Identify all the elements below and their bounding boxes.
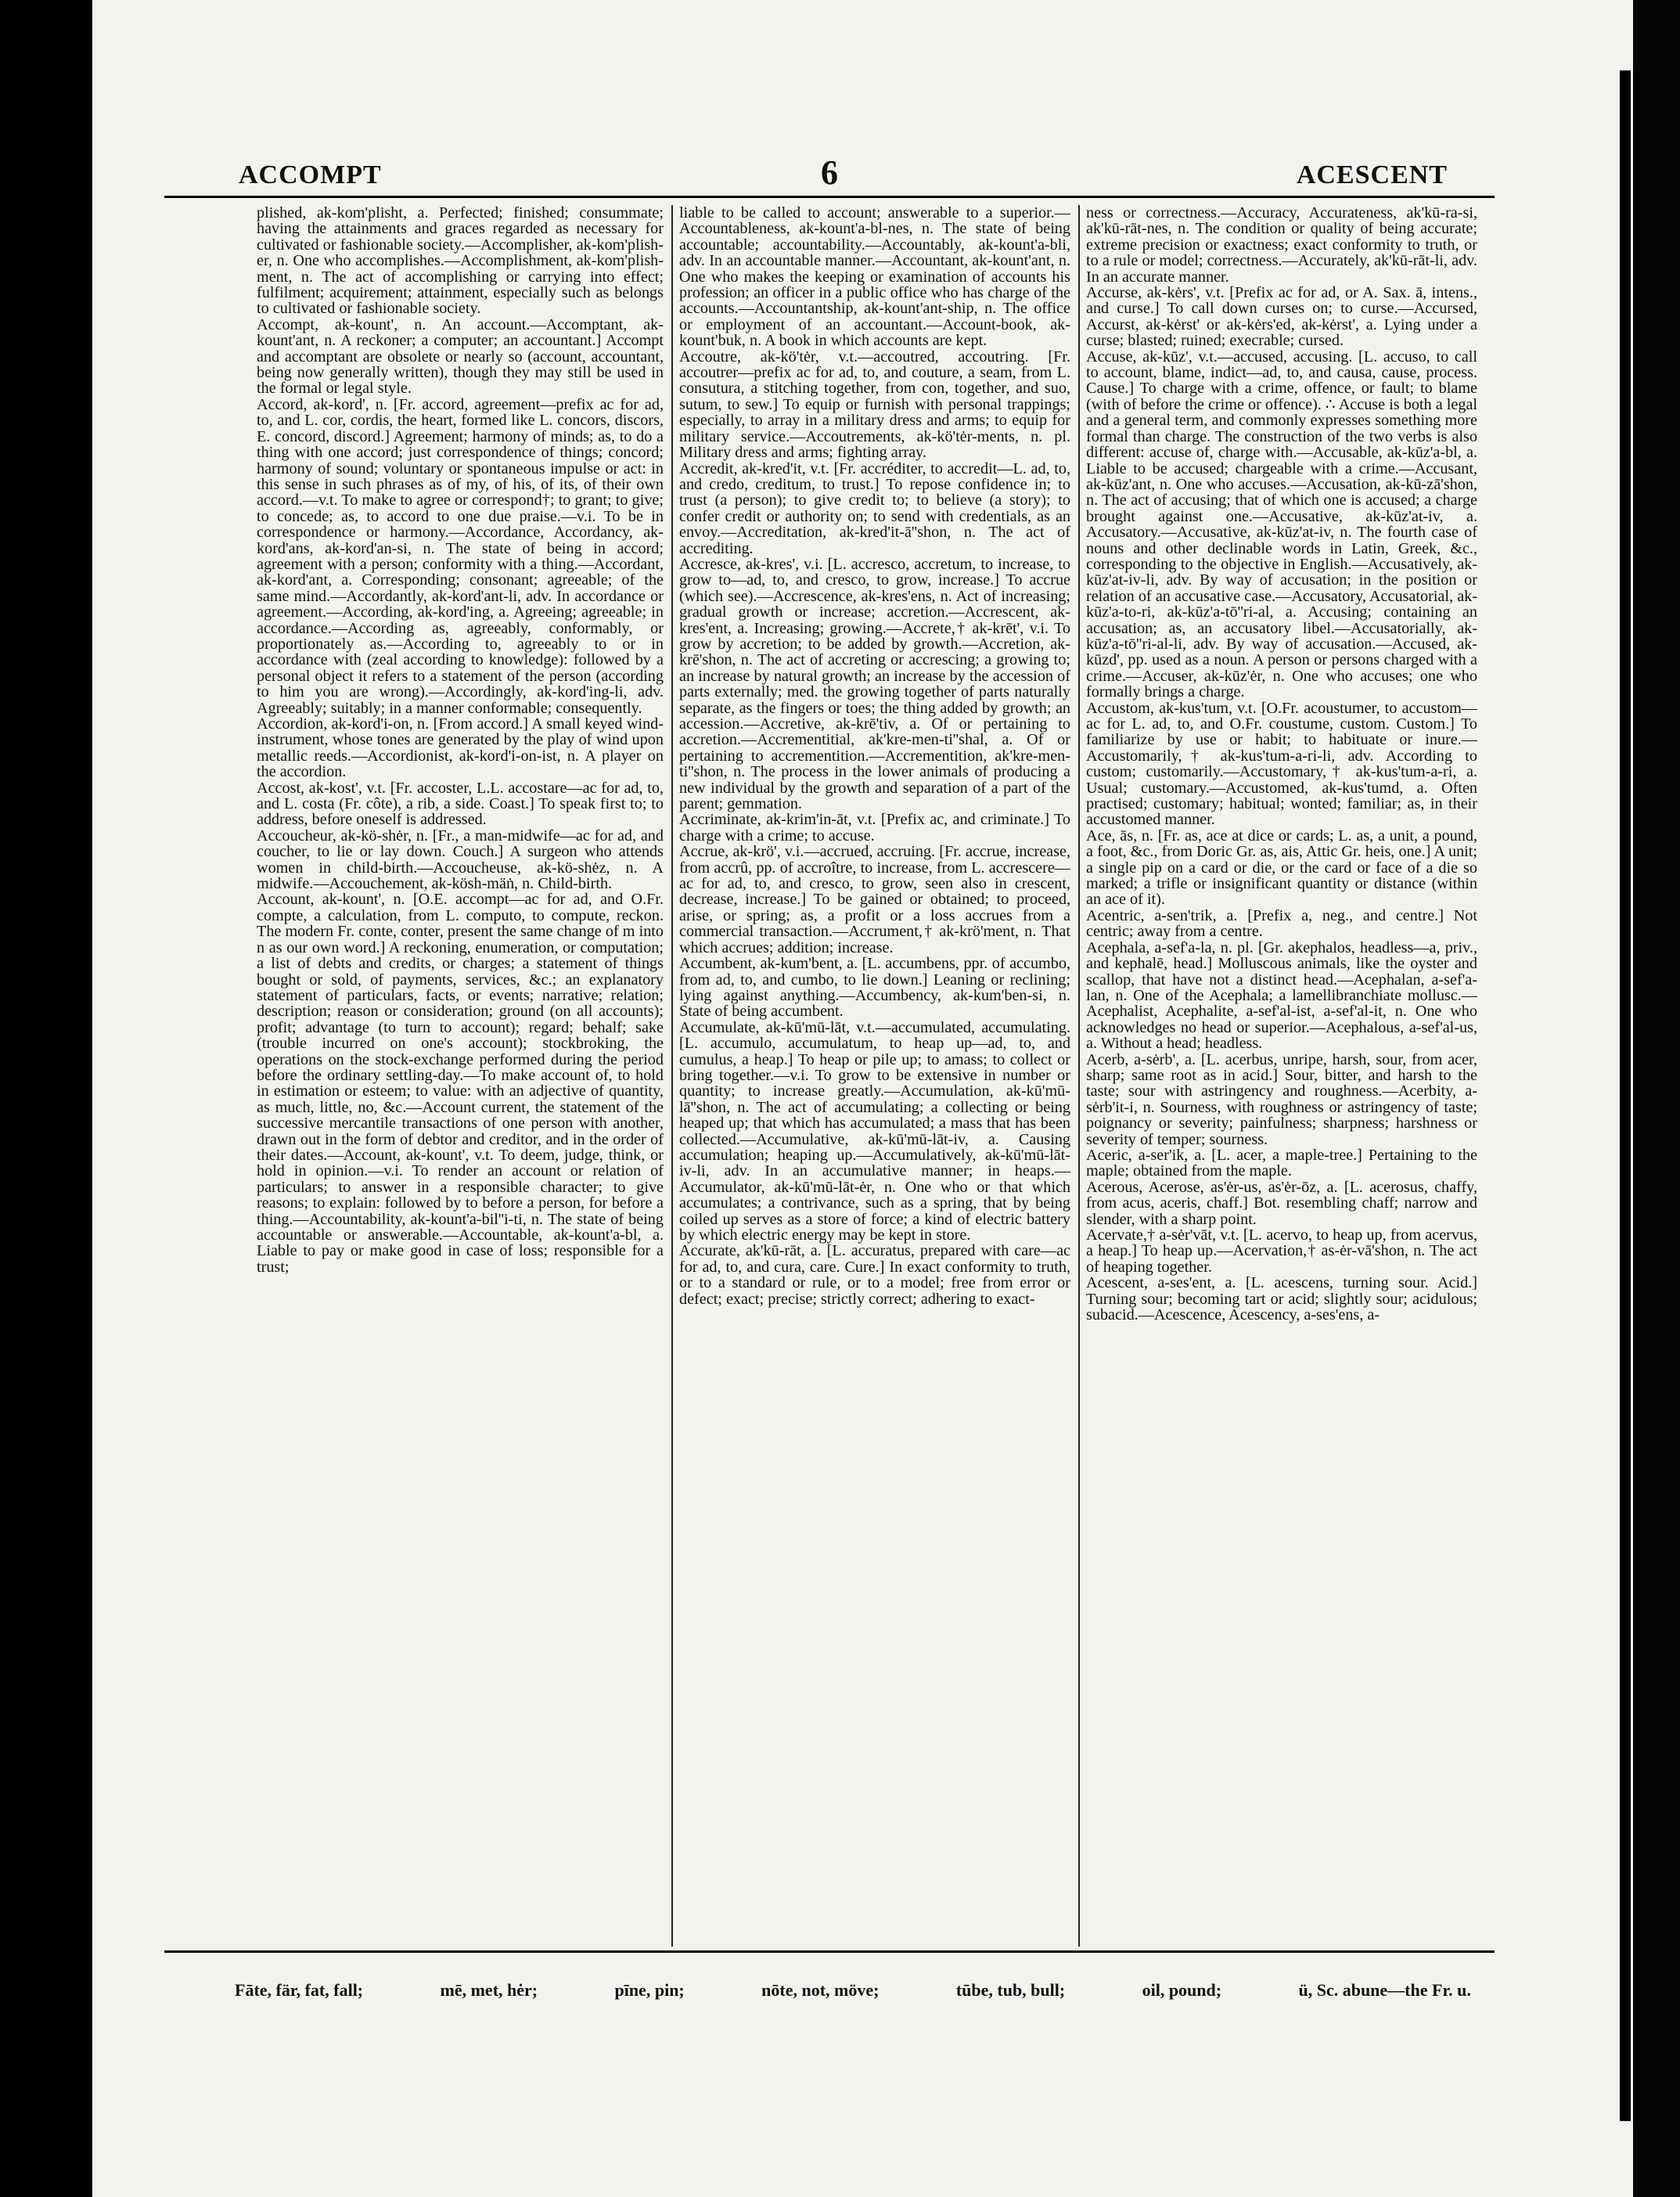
page-number: 6 [821,153,838,192]
entry-paragraph: Accoucheur, ak-kö-shėr, n. [Fr., a man-midwife—ac for ad, and coucher, to lie or lay down. Couch.] A surgeon who attends women in child-birth.—Accoucheuse, ak-kö-shėz, n. A midwife.—Accouchement, ak-kösh-mäṅ, n. Child-birth. [257,827,664,893]
pronunciation-key-item: mē, met, hėr; [440,1980,538,2000]
entry-paragraph: Accord, ak-kord', n. [Fr. accord, agreement—prefix ac for ad, to, and L. cor, cordis, the heart, formed like L. concors, discors, E. concord, discord.] Agreement; harmony of minds; as, to do a thing with one accord; just correspondence of things; concord; harmony of sound; voluntary or spontaneous impulse or act: in this sense in such phrases as of my, of his, of its, of their own accord.—v.t. To make to agree or correspond†; to grant; to give; to concede; as, to accord to one due praise.—v.i. To be in correspondence or harmony.—Accordance, Accordancy, ak-kord'ans, ak-kord'an-si, n. The state of being in accord; agreement with a person; conformity with a thing.—Accordant, ak-kord'ant, a. Corresponding; consonant; agreeable; of the same mind.—Accordantly, ak-kord'ant-li, adv. In accordance or agreement.—According, ak-kord'ing, a. Agreeing; agreeable; in accordance.—According as, agreeably, conformably, or proportionately as.—According to, agreeably to or in accordance with (zeal according to knowledge): followed by a personal object it refers to a statement of the person (according to him you are wrong).—Accordingly, ak-kord'ing-li, adv. Agreeably; suitably; in a manner conformable; consequently. [257,395,664,717]
text-column-3 [1086,205,1477,1947]
entry-paragraph: Accumbent, ak-kum'bent, a. [L. accumbens, ppr. of accumbo, from ad, to, and cumbo, to lie down.] Leaning or reclining; lying against anything.—Accumbency, ak-kum'ben-si, n. State of being accumbent. [679,955,1070,1021]
pronunciation-key-item: oil, pound; [1142,1980,1222,2000]
scan-left-edge [0,0,94,2197]
pronunciation-key-item: pīne, pin; [614,1980,685,2000]
entry-paragraph: Acerb, a-sėrb', a. [L. acerbus, unripe, harsh, sour, from acer, sharp; same root as in acid.] Sour, bitter, and harsh to the taste; sour with astringency and roughness.—Acerbity, a-sėrb'it-i, n. Sourness, with roughness or astringency of taste; poignancy or severity; painfulness; sharpness; harshness or severity of temper; sourness. [1086,1050,1477,1148]
entry-paragraph: Accriminate, ak-krim'in-āt, v.t. [Prefix ac, and criminate.] To charge with a crime; to accuse. [679,811,1070,845]
header-right-guideword: ACESCENT [1296,160,1448,189]
entry-paragraph: Accuse, ak-kūz', v.t.—accused, accusing. [L. accuso, to call to account, blame, indict—ad, to, and causa, cause, process. Cause.] To charge with a crime, offence, or fault; to blame (with of before the crime or offence). ∴ Accuse is both a legal and a general term, and commonly expresses something more formal than charge. The construction of the two verbs is also different: accuse of, charge with.—Accusable, ak-kūz'a-bl, a. Liable to be accused; chargeable with a crime.—Accusant, ak-kūz'ant, n. One who accuses.—Accusation, ak-kū-zā'shon, n. The act of accusing; that of which one is accused; a charge brought against one.—Accusative, ak-kūz'at-iv, a. Accusatory.—Accusative, ak-kūz'at-iv, n. The fourth case of nouns and other declinable words in Latin, Greek, &c., corresponding to the objective in English.—Accusatively, ak-kūz'at-iv-li, adv. By way of accusation; in the position or relation of an accusative case.—Accusatory, Accusatorial, ak-kūz'a-to-ri, ak-kūz'a-tō''ri-al, a. Accusing; containing an accusation; as, an accusatory libel.—Accusatorially, ak-kūz'a-tō''ri-al-li, adv. By way of accusation.—Accused, ak-kūzd', pp. used as a noun. A person or persons charged with a crime.—Accuser, ak-kūz'ėr, n. One who accuses; one who formally brings a charge. [1086,348,1477,701]
entry-paragraph: Acescent, a-ses'ent, a. [L. acescens, turning sour. Acid.] Turning sour; becoming tart or acid; slightly sour; acidulous; subacid.—Acescence, Acescency, a-ses'ens, a- [1086,1274,1477,1324]
entry-paragraph: ness or correctness.—Accuracy, Accurateness, ak'kū-ra-si, ak'kū-rāt-nes, n. The condition or quality of being accurate; extreme precision or exactness; exact conformity to truth, or to a rule or model; correctness.—Accurately, ak'kū-rāt-li, adv. In an accurate manner. [1086,205,1477,286]
entry-paragraph: Accordion, ak-kord'i-on, n. [From accord.] A small keyed wind-instrument, whose tones are generated by the play of wind upon metallic reeds.—Accordionist, ak-kord'i-on-ist, n. A player on the accordion. [257,715,664,781]
pronunciation-key [235,1980,1471,2001]
header-left-guideword: ACCOMPT [239,160,382,189]
header-rule [164,196,1495,198]
entry-paragraph: Accrue, ak-krö', v.i.—accrued, accruing. [Fr. accrue, increase, from accrû, pp. of accroître, to increase, from L. accrescere—ac for ad, to, and cresco, to grow, seen also in crescent, decrease, increase.] To be gained or obtained; to proceed, arise, or spring; as, a profit or a loss accrues from a commercial transaction.—Accrument,† ak-krö'ment, n. That which accrues; addition; increase. [679,843,1070,956]
text-column-1 [257,205,664,1947]
entry-paragraph: liable to be called to account; answerable to a superior.—Accountableness, ak-kount'a-bl-nes, n. The state of being accountable; accountability.—Accountably, ak-kount'a-bli, adv. In an accountable manner.—Accountant, ak-kount'ant, n. One who makes the keeping or examination of accounts his profession; an officer in a public office who has charge of the accounts.—Accountantship, ak-kount'ant-ship, n. The office or employment of an accountant.—Account-book, ak-kount'buk, n. A book in which accounts are kept. [679,205,1070,350]
entry-paragraph: Accurate, ak'kū-rāt, a. [L. accuratus, prepared with care—ac for ad, to, and cura, care. Cure.] In exact conformity to truth, or to a standard or rule, or to a model; free from error or defect; exact; precise; strictly correct; adhering to exact- [679,1242,1070,1308]
pronunciation-key-item: nōte, not, möve; [761,1980,880,2000]
pronunciation-key-item: Fāte, fär, fat, fall; [235,1980,364,2000]
entry-paragraph: Accredit, ak-kred'it, v.t. [Fr. accréditer, to accredit—L. ad, to, and credo, creditum, to trust.] To repose confidence in; to trust (a person); to give credit to; to believe (a story); to confer credit or authority on; to send with credentials, as an envoy.—Accreditation, ak-kred'it-ā''shon, n. The act of accrediting. [679,459,1070,557]
entry-paragraph: Aceric, a-ser'ik, a. [L. acer, a maple-tree.] Pertaining to the maple; obtained from the maple. [1086,1146,1477,1180]
footer-rule [164,1950,1495,1953]
entry-paragraph: Accompt, ak-kount', n. An account.—Accomptant, ak-kount'ant, n. A reckoner; a computer; an accountant.] Accompt and accomptant are obsolete or nearly so (account, accountant, being now generally written), though they may still be used in the formal or legal style. [257,315,664,398]
entry-paragraph: plished, ak-kom'plisht, a. Perfected; finished; consummate; having the attainments and graces regarded as necessary for cultivated or fashionable society.—Accomplisher, ak-kom'plish-er, n. One who accomplishes.—Accomplishment, ak-kom'plish-ment, n. The act of accomplishing or carrying into effect; fulfilment; acquirement; attainment, especially such as belongs to cultivated or fashionable society. [257,205,664,318]
pronunciation-key-item: tūbe, tub, bull; [955,1980,1066,2000]
scan-right-edge [1633,0,1680,2197]
entry-paragraph: Accresce, ak-kres', v.i. [L. accresco, accretum, to increase, to grow to—ad, to, and cresco, to grow, increase.] To accrue (which see).—Accrescence, ak-kres'ens, n. Act of increasing; gradual growth or increase; accretion.—Accrescent, ak-kres'ent, a. Increasing; growing.—Accrete,† ak-krēt', v.i. To grow by accretion; to be added by growth.—Accretion, ak-krē'shon, n. The act of accreting or accrescing; a growing to; an increase by natural growth; an increase by the accession of parts externally; med. the growing together of parts naturally separate, as the fingers or toes; the thing added by growth; an accession.—Accretive, ak-krē'tiv, a. Of or pertaining to accretion.—Accrementitial, ak'kre-men-ti''shal, a. Of or pertaining to accrementition.—Accrementition, ak'kre-men-ti''shon, n. The process in the lower animals of producing a new individual by the growth and separation of a part of the parent; gemmation. [679,555,1070,813]
column-divider [1078,205,1080,1947]
running-header [164,153,1495,200]
entry-paragraph: Accustom, ak-kus'tum, v.t. [O.Fr. acoustumer, to accustom—ac for L. ad, to, and O.Fr. coustume, custom. Custom.] To familiarize by use or habit; to habituate or inure.—Accustomarily,† ak-kus'tum-a-ri-li, adv. According to custom; customarily.—Accustomary,† ak-kus'tum-a-ri, a. Usual; customary.—Accustomed, ak-kus'tumd, a. Often practised; customary; habitual; wonted; familiar; as, in their accustomed manner. [1086,699,1477,829]
entry-paragraph: Accumulate, ak-kū'mū-lāt, v.t.—accumulated, accumulating. [L. accumulo, accumulatum, to heap up—ad, to, and cumulus, a heap.] To heap or pile up; to amass; to collect or bring together.—v.i. To grow to be extensive in number or quantity; to increase greatly.—Accumulation, ak-kū'mū-lā''shon, n. The act of accumulating; a collecting or being heaped up; that which has accumulated; a mass that has been collected.—Accumulative, ak-kū'mū-lāt-iv, a. Causing accumulation; heaping up.—Accumulatively, ak-kū'mū-lāt-iv-li, adv. In an accumulative manner; in heaps.—Accumulator, ak-kū'mū-lāt-ėr, n. One who or that which accumulates; a contrivance, such as a spring, that by being coiled up serves as a store of force; a kind of electric battery by which electric energy may be kept in store. [679,1018,1070,1244]
page-gutter-shadow [1620,70,1631,2121]
text-column-2 [679,205,1070,1947]
entry-paragraph: Accurse, ak-kėrs', v.t. [Prefix ac for ad, or A. Sax. ā, intens., and curse.] To call down curses on; to curse.—Accursed, Accurst, ak-kėrst' or ak-kėrs'ed, ak-kėrst', a. Lying under a curse; blasted; ruined; execrable; cursed. [1086,284,1477,350]
column-divider [671,205,673,1947]
entry-paragraph: Ace, ās, n. [Fr. as, ace at dice or cards; L. as, a unit, a pound, a foot, &c., from Doric Gr. as, ais, Attic Gr. heis, one.] A unit; a single pip on a card or die, or the card or face of a die so marked; a trifle or insignificant quantity or distance (within an ace of it). [1086,827,1477,909]
entry-paragraph: Accost, ak-kost', v.t. [Fr. accoster, L.L. accostare—ac for ad, to, and L. costa (Fr. côte), a rib, a side. Coast.] To speak first to; to address, before oneself is addressed. [257,779,664,829]
entry-paragraph: Acentric, a-sen'trik, a. [Prefix a, neg., and centre.] Not centric; away from a centre. [1086,906,1477,941]
pronunciation-key-item: ü, Sc. abune—the Fr. u. [1298,1980,1471,2000]
entry-paragraph: Account, ak-kount', n. [O.E. accompt—ac for ad, and O.Fr. compte, a calculation, from L. computo, to compute, reckon. The modern Fr. conte, conter, present the same change of m into n as our own word.] A reckoning, enumeration, or computation; a list of debts and credits, or charges; a statement of things bought or sold, of payments, services, &c.; an explanatory statement of particulars, facts, or events; narrative; relation; description; reason or consideration; ground (on all accounts); profit; advantage (to turn to account); regard; behalf; sake (trouble incurred on one's account); stockbroking, the operations on the stock-exchange performed during the period before the ordinary settling-day.—To make account of, to hold in estimation or esteem; to value: with an adjective of quantity, as much, little, no, &c.—Account current, the statement of the successive mercantile transactions of one person with another, drawn out in the form of debtor and creditor, and in the order of their dates.—Account, ak-kount', v.t. To deem, judge, think, or hold in opinion.—v.i. To render an account or relation of particulars; to answer in a responsible character; to give reasons; to explain: followed by to before a person, for before a thing.—Accountability, ak-kount'a-bil''i-ti, n. The state of being accountable or answerable.—Accountable, ak-kount'a-bl, a. Liable to pay or make good in case of loss; responsible for a trust; [257,891,664,1276]
entry-paragraph: Acephala, a-sef'a-la, n. pl. [Gr. akephalos, headless—a, priv., and kephalē, head.] Molluscous animals, like the oyster and scallop, that have not a distinct head.—Acephalan, a-sef'a-lan, n. One of the Acephala; a lamellibranchiate mollusc.—Acephalist, Acephalite, a-sef'al-ist, a-sef'al-it, n. One who acknowledges no head or superior.—Acephalous, a-sef'al-us, a. Without a head; headless. [1086,938,1477,1053]
entry-paragraph: Accoutre, ak-kö'tėr, v.t.—accoutred, accoutring. [Fr. accoutrer—prefix ac for ad, to, and couture, a seam, from L. consutura, a stitching together, from con, together, and suo, sutum, to sew.] To equip or furnish with personal trappings; especially, to array in a military dress and arms; to equip for military service.—Accoutrements, ak-kö'tėr-ments, n. pl. Military dress and arms; fighting array. [679,348,1070,462]
entry-paragraph: Acervate,† a-sėr'vāt, v.t. [L. acervo, to heap up, from acervus, a heap.] To heap up.—Acervation,† as-ėr-vā'shon, n. The act of heaping together. [1086,1226,1477,1276]
entry-paragraph: Acerous, Acerose, as'ėr-us, as'ėr-ōz, a. [L. acerosus, chaffy, from acus, aceris, chaff.] Bot. resembling chaff; narrow and slender, with a sharp point. [1086,1178,1477,1228]
